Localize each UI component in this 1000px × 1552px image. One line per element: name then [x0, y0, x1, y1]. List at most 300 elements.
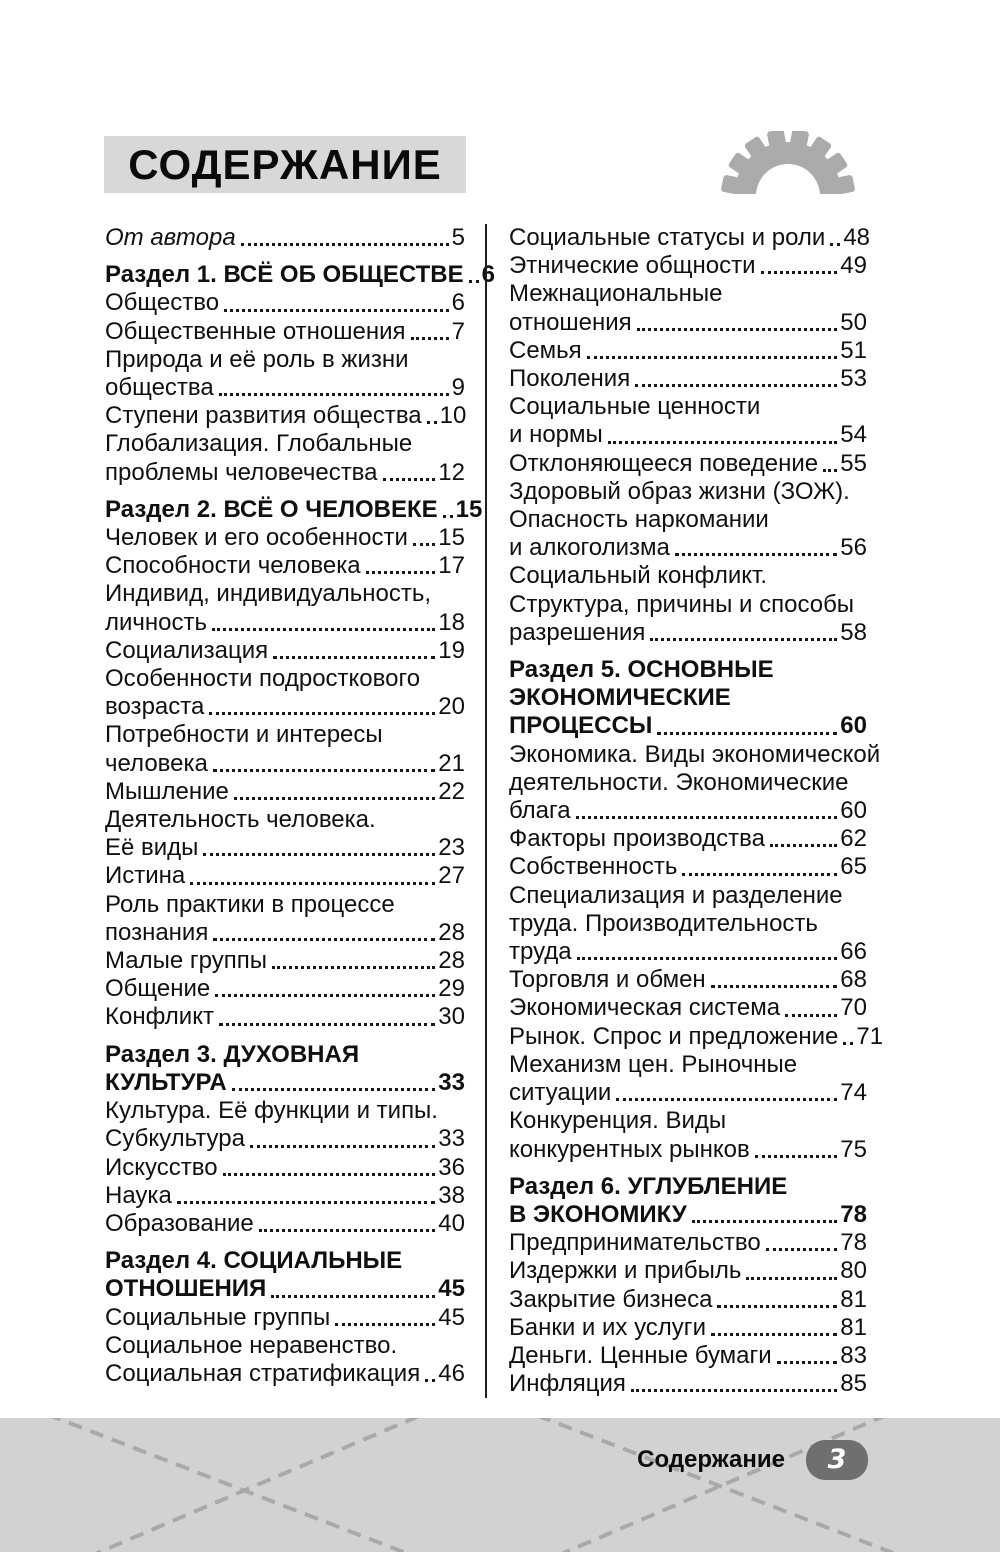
toc-entry-last-line [105, 1275, 465, 1303]
toc-entry [105, 778, 465, 806]
toc-entry [509, 740, 881, 826]
toc-entry-page: 23 [438, 834, 465, 862]
toc-entry-text: и нормы [509, 421, 603, 449]
toc-entry-text: проблемы человечества [105, 458, 378, 486]
table-of-contents [105, 224, 884, 1398]
toc-entry [509, 252, 867, 280]
toc-entry [105, 637, 465, 665]
toc-entry [105, 318, 465, 346]
toc-entry-page: 20 [438, 693, 465, 721]
toc-entry-page: 53 [840, 365, 867, 393]
toc-entry-last-line [105, 947, 465, 975]
toc-entry-text: Конфликт [105, 1003, 214, 1031]
toc-entry [105, 1154, 465, 1182]
dot-leader [631, 1389, 837, 1392]
toc-entry-last-line [509, 224, 871, 252]
toc-entry-wrap-line: Раздел 6. УГЛУБЛЕНИЕ [509, 1172, 788, 1200]
toc-entry-text: Этнические общности [509, 252, 756, 280]
toc-entry-wrap-line: Индивид, индивидуальность, [105, 580, 431, 608]
gear-icon [710, 131, 866, 194]
dot-leader [413, 543, 435, 546]
dot-leader [234, 797, 435, 800]
toc-entry-text: Образование [105, 1209, 254, 1237]
toc-entry-last-line [105, 919, 465, 947]
toc-entry-last-line [509, 825, 867, 853]
toc-entry-last-line [509, 938, 867, 966]
toc-entry-wrap-line: Потребности и интересы [105, 721, 383, 749]
toc-entry-text: Собственность [509, 853, 678, 881]
toc-entry-text: Искусство [105, 1153, 218, 1181]
toc-entry-wrap-line: Деятельность человека. [105, 806, 376, 834]
toc-entry-last-line [509, 619, 867, 647]
toc-entry [105, 580, 465, 636]
page-title-text: СОДЕРЖАНИЕ [128, 140, 442, 188]
toc-entry-page: 75 [840, 1135, 867, 1163]
toc-entry-page: 5 [451, 224, 465, 251]
toc-entry-last-line [105, 1154, 465, 1182]
toc-entry-text: отношения [509, 308, 632, 336]
toc-entry [105, 430, 465, 486]
toc-entry [105, 1247, 465, 1303]
dot-leader [692, 1220, 837, 1223]
toc-entry [509, 450, 867, 478]
toc-entry-last-line [509, 337, 867, 365]
toc-entry-last-line [105, 524, 465, 552]
toc-entry-page: 55 [840, 449, 867, 477]
toc-entry-wrap-line: Межнациональные [509, 280, 723, 308]
footer-section-label: Содержание [637, 1446, 785, 1473]
toc-entry-page: 19 [438, 636, 465, 664]
dot-leader [657, 732, 837, 735]
toc-entry-text: Социальные статусы и роли [509, 224, 826, 251]
toc-entry-wrap-line: Раздел 5. ОСНОВНЫЕ [509, 656, 774, 684]
toc-entry-last-line [105, 1003, 465, 1031]
toc-entry-text: Отклоняющееся поведение [509, 449, 819, 477]
toc-entry [509, 994, 867, 1022]
toc-entry-last-line [509, 1022, 884, 1051]
toc-entry-last-line [105, 1210, 465, 1238]
toc-entry-text: Деньги. Ценные бумаги [509, 1341, 772, 1369]
toc-entry-text: Инфляция [509, 1370, 626, 1398]
toc-entry-page: 12 [438, 458, 465, 486]
toc-entry-text: ситуации [509, 1079, 612, 1107]
toc-entry-text: Ступени развития общества [105, 402, 422, 430]
dot-leader [425, 1379, 435, 1382]
toc-entry [509, 1370, 867, 1398]
toc-entry-text: Экономическая система [509, 994, 781, 1022]
dot-leader [272, 966, 435, 969]
toc-entry [105, 346, 465, 402]
toc-entry-text: блага [509, 797, 571, 825]
dot-leader [785, 1014, 837, 1017]
dot-leader [213, 938, 435, 941]
toc-entry-text: От автора [105, 224, 236, 251]
toc-entry-page: 15 [455, 495, 483, 523]
toc-entry [105, 1182, 465, 1210]
toc-entry [509, 1342, 867, 1370]
dot-leader [250, 1145, 435, 1148]
toc-entry [105, 1304, 465, 1332]
toc-entry-text: человека [105, 749, 208, 777]
dot-leader [383, 478, 436, 481]
toc-entry-text: Поколения [509, 365, 631, 393]
toc-entry-last-line [105, 459, 465, 487]
toc-entry [509, 337, 867, 365]
toc-entry-last-line [105, 402, 465, 430]
toc-entry-wrap-line: Специализация и разделение [509, 881, 843, 909]
dot-leader [843, 1042, 853, 1045]
toc-entry-last-line [105, 693, 465, 721]
toc-entry-last-line [105, 862, 465, 890]
toc-entry [509, 1022, 884, 1051]
toc-entry-page: 49 [840, 252, 867, 280]
toc-entry-text: Наука [105, 1181, 172, 1209]
dot-leader [366, 571, 436, 574]
toc-entry [105, 975, 465, 1003]
toc-entry-wrap-line: Социальный конфликт. [509, 562, 768, 590]
toc-entry-last-line [105, 552, 465, 580]
toc-entry-text: Её виды [105, 834, 199, 862]
dot-leader [177, 1201, 436, 1204]
toc-entry-page: 80 [840, 1257, 867, 1285]
toc-entry [509, 393, 867, 449]
toc-entry-last-line [105, 975, 465, 1003]
dot-leader [635, 384, 837, 387]
toc-entry-last-line [509, 1257, 867, 1285]
toc-entry-page: 50 [840, 308, 867, 336]
toc-entry [509, 825, 867, 853]
toc-entry-page: 18 [438, 608, 465, 636]
toc-entry-wrap-line: Раздел 3. ДУХОВНАЯ [105, 1040, 360, 1068]
toc-entry [105, 552, 465, 580]
toc-entry-text: возраста [105, 693, 205, 721]
toc-entry-page: 38 [438, 1181, 465, 1209]
toc-entry-wrap-line: Опасность наркомании [509, 506, 769, 534]
toc-entry-last-line [509, 1286, 867, 1314]
toc-entry-page: 65 [840, 853, 867, 881]
toc-entry-last-line [509, 1079, 867, 1107]
toc-entry-page: 6 [451, 289, 465, 317]
dot-leader [219, 1023, 435, 1026]
toc-entry-wrap-line: деятельности. Экономические [509, 768, 849, 796]
toc-entry-last-line [509, 252, 867, 280]
dot-leader [777, 1361, 838, 1364]
toc-entry [105, 1332, 465, 1388]
dot-leader [213, 769, 435, 772]
toc-entry-text: Общественные отношения [105, 317, 406, 345]
toc-entry-last-line [105, 1360, 465, 1388]
dot-leader [219, 393, 449, 396]
toc-entry-last-line [105, 289, 465, 317]
toc-entry-wrap-line: Глобализация. Глобальные [105, 430, 413, 458]
toc-entry-wrap-line: Экономика. Виды экономической [509, 740, 881, 768]
toc-entry-page: 21 [438, 749, 465, 777]
dot-leader [746, 1277, 837, 1280]
toc-entry-wrap-line: Конкуренция. Виды [509, 1107, 727, 1135]
toc-entry-text: Раздел 1. ВСЁ ОБ ОБЩЕСТВЕ [105, 261, 464, 289]
toc-entry-last-line [105, 750, 465, 778]
toc-entry [509, 882, 867, 967]
toc-entry-last-line [105, 318, 465, 346]
toc-entry-last-line [105, 261, 495, 289]
dot-leader [711, 985, 838, 988]
page-title [104, 136, 466, 193]
dashed-cross-pattern [0, 1418, 1000, 1552]
toc-entry-text: В ЭКОНОМИКУ [509, 1200, 687, 1228]
toc-entry-page: 30 [438, 1003, 465, 1031]
dot-leader [761, 271, 838, 274]
dot-leader [637, 328, 838, 331]
toc-entry-text: Малые группы [105, 947, 267, 975]
toc-entry-text: Способности человека [105, 552, 361, 580]
toc-entry-text: конкурентных рынков [509, 1135, 750, 1163]
toc-entry [509, 1229, 867, 1257]
dot-leader [427, 421, 437, 424]
toc-entry-text: Человек и его особенности [105, 524, 408, 552]
dot-leader [711, 1333, 837, 1336]
toc-entry-text: Социальные группы [105, 1303, 331, 1331]
dot-leader [241, 243, 449, 246]
toc-entry-page: 68 [840, 966, 867, 994]
toc-entry-text: Факторы производства [509, 825, 765, 853]
toc-entry-page: 46 [438, 1359, 465, 1387]
toc-entry-text: ПРОЦЕССЫ [509, 712, 653, 740]
toc-entry-last-line [509, 994, 867, 1022]
toc-entry-page: 62 [840, 825, 867, 853]
toc-entry-last-line [509, 966, 867, 994]
dot-leader [587, 356, 838, 359]
toc-entry-last-line [105, 224, 465, 252]
dot-leader [770, 844, 837, 847]
toc-entry-page: 45 [438, 1275, 465, 1303]
toc-entry-text: и алкоголизма [509, 534, 670, 562]
toc-entry [105, 665, 465, 721]
footer-content [637, 1440, 868, 1480]
toc-entry-last-line [509, 534, 867, 562]
toc-entry-text: Общение [105, 975, 211, 1003]
toc-entry-page: 81 [840, 1313, 867, 1341]
toc-entry-text: Рынок. Спрос и предложение [509, 1022, 839, 1050]
toc-entry-page: 22 [438, 777, 465, 805]
toc-entry-last-line [509, 1314, 867, 1342]
toc-entry-last-line [509, 365, 867, 393]
toc-entry-wrap-line: Механизм цен. Рыночные [509, 1050, 798, 1078]
toc-entry [509, 1107, 867, 1163]
toc-entry-text: Банки и их услуги [509, 1313, 706, 1341]
toc-entry [105, 1097, 465, 1153]
toc-entry-page: 27 [438, 862, 465, 890]
toc-entry-last-line [509, 450, 867, 478]
toc-entry-text: Социальная стратификация [105, 1359, 421, 1387]
dot-leader [232, 1088, 436, 1091]
toc-entry-wrap-line: Культура. Её функции и типы. [105, 1097, 438, 1125]
toc-entry-page: 66 [840, 938, 867, 966]
toc-entry [105, 1210, 465, 1238]
dot-leader [755, 1155, 838, 1158]
toc-entry [509, 966, 867, 994]
dot-leader [766, 1248, 838, 1251]
toc-entry-text: Мышление [105, 777, 229, 805]
toc-entry-text: познания [105, 918, 209, 946]
toc-entry-page: 7 [451, 317, 465, 345]
toc-entry-page: 81 [840, 1285, 867, 1313]
toc-entry-wrap-line: Раздел 4. СОЦИАЛЬНЫЕ [105, 1247, 403, 1275]
toc-entry-page: 70 [840, 994, 867, 1022]
dot-leader [209, 712, 435, 715]
toc-entry-last-line [105, 1069, 465, 1097]
toc-entry-text: Раздел 2. ВСЁ О ЧЕЛОВЕКЕ [105, 495, 438, 523]
toc-entry-page: 17 [438, 552, 465, 580]
dot-leader [443, 515, 453, 518]
toc-entry-text: Торговля и обмен [509, 966, 706, 994]
toc-entry [105, 891, 465, 947]
toc-entry-text: Издержки и прибыль [509, 1257, 742, 1285]
toc-entry-page: 10 [439, 402, 467, 430]
toc-entry [509, 656, 867, 741]
toc-entry-last-line [509, 797, 867, 825]
toc-entry [105, 947, 465, 975]
toc-column-right [485, 224, 884, 1398]
toc-entry-last-line [509, 712, 867, 740]
toc-entry-last-line [105, 778, 465, 806]
toc-entry [509, 1173, 867, 1229]
dot-leader [616, 1098, 837, 1101]
toc-entry [105, 806, 465, 862]
toc-entry-text: Социализация [105, 636, 269, 664]
dot-leader [675, 553, 837, 556]
toc-entry-last-line [509, 1229, 867, 1257]
toc-column-left [105, 224, 495, 1398]
toc-entry-last-line [509, 1370, 867, 1398]
toc-entry [105, 1003, 465, 1031]
dot-leader [273, 656, 435, 659]
toc-entry-page: 33 [438, 1068, 465, 1096]
toc-entry [105, 1041, 465, 1097]
toc-entry-page: 28 [438, 947, 465, 975]
toc-entry [509, 1051, 867, 1107]
dot-leader [212, 628, 435, 631]
toc-entry-page: 85 [840, 1370, 867, 1398]
toc-entry-page: 56 [840, 534, 867, 562]
dot-leader [830, 243, 840, 246]
toc-entry [105, 862, 465, 890]
dot-leader [576, 816, 838, 819]
toc-entry-page: 28 [438, 918, 465, 946]
toc-entry-wrap-line: Природа и её роль в жизни [105, 345, 409, 373]
toc-entry-last-line [509, 421, 867, 449]
toc-entry-last-line [105, 609, 465, 637]
toc-entry [509, 1286, 867, 1314]
dot-leader [190, 882, 435, 885]
toc-entry-page: 48 [843, 224, 871, 251]
dot-leader [335, 1323, 435, 1326]
toc-entry-text: личность [105, 608, 208, 636]
toc-entry-wrap-line: Особенности подросткового [105, 665, 421, 693]
dot-leader [469, 280, 479, 283]
toc-entry-text: общества [105, 374, 214, 402]
toc-entry [509, 562, 867, 647]
toc-entry-text: Общество [105, 289, 220, 317]
dot-leader [823, 469, 837, 472]
toc-entry-page: 15 [438, 524, 465, 552]
toc-entry-page: 54 [840, 421, 867, 449]
toc-entry-wrap-line: труда. Производительность [509, 909, 818, 937]
toc-entry-page: 74 [840, 1079, 867, 1107]
dot-leader [411, 337, 449, 340]
toc-entry-page: 78 [840, 1229, 867, 1257]
toc-entry [509, 365, 867, 393]
toc-entry-last-line [105, 834, 465, 862]
toc-entry [509, 224, 871, 252]
toc-entry-page: 58 [840, 618, 867, 646]
toc-entry-last-line [509, 1201, 867, 1229]
toc-entry-last-line [105, 374, 465, 402]
dot-leader [608, 441, 838, 444]
toc-entry-page: 60 [840, 797, 867, 825]
dot-leader [259, 1229, 436, 1232]
toc-entry-page: 71 [856, 1022, 884, 1050]
toc-entry-text: Субкультура [105, 1125, 245, 1153]
dot-leader [223, 1173, 436, 1176]
toc-entry-page: 78 [840, 1200, 867, 1228]
toc-entry-page: 36 [438, 1153, 465, 1181]
toc-entry-last-line [509, 853, 867, 881]
toc-entry [105, 524, 465, 552]
toc-entry [105, 289, 465, 317]
toc-entry-wrap-line: Роль практики в процессе [105, 890, 395, 918]
toc-entry-last-line [509, 309, 867, 337]
toc-entry [509, 478, 867, 563]
toc-entry [509, 1314, 867, 1342]
toc-entry-text: Предпринимательство [509, 1229, 761, 1257]
toc-entry-last-line [509, 1342, 867, 1370]
dot-leader [215, 994, 435, 997]
toc-entry-wrap-line: ЭКОНОМИЧЕСКИЕ [509, 684, 731, 712]
toc-entry-text: КУЛЬТУРА [105, 1068, 227, 1096]
toc-entry-last-line [105, 495, 483, 524]
toc-entry-wrap-line: Социальное неравенство. [105, 1331, 398, 1359]
toc-entry [105, 402, 465, 430]
toc-entry-text: разрешения [509, 618, 646, 646]
dot-leader [682, 873, 837, 876]
dot-leader [577, 957, 838, 960]
toc-entry-text: Закрытие бизнеса [509, 1285, 713, 1313]
dot-leader [203, 853, 435, 856]
toc-entry [509, 280, 867, 336]
toc-entry [509, 1257, 867, 1285]
toc-entry-wrap-line: Структура, причины и способы [509, 590, 855, 618]
toc-entry-page: 29 [438, 975, 465, 1003]
toc-entry-wrap-line: Социальные ценности [509, 393, 761, 421]
dot-leader [271, 1295, 435, 1298]
page-number-badge: 3 [806, 1440, 868, 1480]
toc-entry-page: 33 [438, 1125, 465, 1153]
toc-entry [105, 224, 465, 252]
toc-entry-text: ОТНОШЕНИЯ [105, 1275, 267, 1303]
toc-entry-text: труда [509, 938, 572, 966]
toc-entry-last-line [105, 1125, 465, 1153]
toc-entry-last-line [509, 1136, 867, 1164]
toc-entry-text: Истина [105, 862, 186, 890]
dot-leader [650, 638, 837, 641]
toc-entry-page: 45 [438, 1303, 465, 1331]
toc-entry-wrap-line: Здоровый образ жизни (ЗОЖ). [509, 477, 850, 505]
toc-entry-last-line [105, 1304, 465, 1332]
toc-entry-page: 9 [451, 374, 465, 402]
toc-entry-last-line [105, 637, 465, 665]
toc-entry [105, 495, 483, 524]
toc-entry [105, 721, 465, 777]
